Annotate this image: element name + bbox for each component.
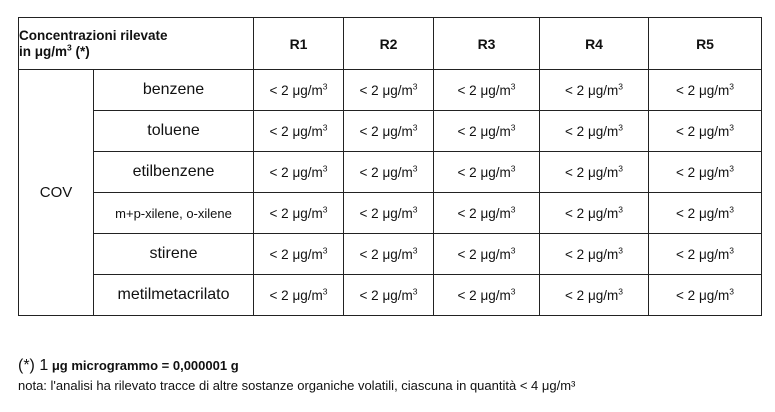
value-cell xyxy=(649,70,762,111)
value-unit-sup: 3 xyxy=(322,122,328,132)
value-cell xyxy=(540,70,649,111)
value-text: < 2 μg/m xyxy=(359,205,413,221)
value-text: < 2 μg/m xyxy=(269,164,323,180)
notes xyxy=(18,357,575,393)
footnote-mark: (*) 1 xyxy=(18,357,49,374)
footnote-text: μg microgrammo = 0,000001 g xyxy=(48,358,239,373)
value-cell xyxy=(344,111,434,152)
substance-name: toluene xyxy=(94,111,254,152)
col-header-r4: R4 xyxy=(540,18,649,70)
value-text: < 2 μg/m xyxy=(565,164,619,180)
value-cell xyxy=(254,193,344,234)
value-cell xyxy=(344,152,434,193)
value-text: < 2 μg/m xyxy=(676,287,730,303)
value-unit-sup: 3 xyxy=(618,245,623,255)
value-text: < 2 μg/m xyxy=(359,82,413,98)
value-text: < 2 μg/m xyxy=(359,287,413,303)
col-header-r5: R5 xyxy=(649,18,762,70)
value-unit-sup: 3 xyxy=(322,245,328,255)
value-text: < 2 μg/m xyxy=(676,123,730,139)
value-cell xyxy=(649,193,762,234)
value-text: < 2 μg/m xyxy=(269,205,323,221)
value-unit-sup: 3 xyxy=(729,122,734,132)
value-unit-sup: 3 xyxy=(729,81,734,91)
col-header-r1: R1 xyxy=(254,18,344,70)
value-unit-sup: 3 xyxy=(412,245,418,255)
value-unit-sup: 3 xyxy=(618,204,623,214)
footnote xyxy=(18,357,575,375)
header-sup: 3 xyxy=(67,42,72,52)
value-cell xyxy=(254,234,344,275)
value-unit-sup: 3 xyxy=(412,204,418,214)
value-unit-sup: 3 xyxy=(412,81,418,91)
value-text: < 2 μg/m xyxy=(457,246,511,262)
value-unit-sup: 3 xyxy=(510,245,516,255)
table-row xyxy=(19,70,762,111)
value-text: < 2 μg/m xyxy=(565,123,619,139)
value-unit-sup: 3 xyxy=(618,163,623,173)
header-line1: Concentrazioni rilevate xyxy=(19,27,168,43)
table-row xyxy=(19,111,762,152)
value-cell xyxy=(649,234,762,275)
value-cell xyxy=(434,193,540,234)
value-cell xyxy=(434,70,540,111)
substance-name: benzene xyxy=(94,70,254,111)
value-text: < 2 μg/m xyxy=(457,205,511,221)
value-unit-sup: 3 xyxy=(412,286,418,296)
value-unit-sup: 3 xyxy=(729,163,734,173)
value-cell xyxy=(344,193,434,234)
header-suffix: (*) xyxy=(71,43,90,59)
value-cell xyxy=(540,111,649,152)
col-header-r3: R3 xyxy=(434,18,540,70)
value-unit-sup: 3 xyxy=(322,163,328,173)
value-cell xyxy=(649,275,762,316)
value-cell xyxy=(540,234,649,275)
table-header-row xyxy=(19,18,762,70)
value-cell xyxy=(540,152,649,193)
value-text: < 2 μg/m xyxy=(565,205,619,221)
header-line2: in μg/m xyxy=(19,43,68,59)
value-text: < 2 μg/m xyxy=(269,82,323,98)
value-unit-sup: 3 xyxy=(510,286,516,296)
value-text: < 2 μg/m xyxy=(457,164,511,180)
value-text: < 2 μg/m xyxy=(359,164,413,180)
value-text: < 2 μg/m xyxy=(457,123,511,139)
substance-name: m+p-xilene, o-xilene xyxy=(94,193,254,234)
table-row xyxy=(19,234,762,275)
value-text: < 2 μg/m xyxy=(359,246,413,262)
value-cell xyxy=(254,275,344,316)
value-unit-sup: 3 xyxy=(618,286,623,296)
value-unit-sup: 3 xyxy=(618,122,623,132)
value-text: < 2 μg/m xyxy=(676,246,730,262)
value-text: < 2 μg/m xyxy=(565,82,619,98)
value-text: < 2 μg/m xyxy=(269,123,323,139)
value-text: < 2 μg/m xyxy=(676,164,730,180)
substance-name: etilbenzene xyxy=(94,152,254,193)
substance-name: stirene xyxy=(94,234,254,275)
header-concentrations xyxy=(19,18,254,70)
value-text: < 2 μg/m xyxy=(359,123,413,139)
value-cell xyxy=(344,234,434,275)
value-text: < 2 μg/m xyxy=(676,205,730,221)
value-unit-sup: 3 xyxy=(618,81,623,91)
value-cell xyxy=(434,152,540,193)
table-row xyxy=(19,193,762,234)
value-cell xyxy=(254,152,344,193)
value-unit-sup: 3 xyxy=(412,122,418,132)
value-unit-sup: 3 xyxy=(510,122,516,132)
value-unit-sup: 3 xyxy=(729,204,734,214)
value-cell xyxy=(344,70,434,111)
value-unit-sup: 3 xyxy=(510,204,516,214)
value-unit-sup: 3 xyxy=(510,81,516,91)
value-unit-sup: 3 xyxy=(322,204,328,214)
value-text: < 2 μg/m xyxy=(269,287,323,303)
concentrations-table xyxy=(18,17,762,316)
table-row xyxy=(19,275,762,316)
value-cell xyxy=(434,234,540,275)
value-unit-sup: 3 xyxy=(412,163,418,173)
value-text: < 2 μg/m xyxy=(457,82,511,98)
value-cell xyxy=(649,152,762,193)
value-unit-sup: 3 xyxy=(322,81,328,91)
value-text: < 2 μg/m xyxy=(565,287,619,303)
value-unit-sup: 3 xyxy=(322,286,328,296)
value-cell xyxy=(434,275,540,316)
value-unit-sup: 3 xyxy=(729,286,734,296)
col-header-r2: R2 xyxy=(344,18,434,70)
value-text: < 2 μg/m xyxy=(565,246,619,262)
analysis-note: nota: l'analisi ha rilevato tracce di altre sostanze organiche volatili, ciascuna in quantità < 4 μg/m³ xyxy=(18,378,576,393)
value-text: < 2 μg/m xyxy=(676,82,730,98)
value-cell xyxy=(649,111,762,152)
value-cell xyxy=(254,70,344,111)
group-cov: COV xyxy=(19,70,94,316)
substance-name: metilmetacrilato xyxy=(94,275,254,316)
value-cell xyxy=(540,275,649,316)
value-cell xyxy=(254,111,344,152)
table-row xyxy=(19,152,762,193)
value-cell xyxy=(540,193,649,234)
value-unit-sup: 3 xyxy=(729,245,734,255)
value-text: < 2 μg/m xyxy=(269,246,323,262)
value-cell xyxy=(434,111,540,152)
value-unit-sup: 3 xyxy=(510,163,516,173)
value-cell xyxy=(344,275,434,316)
value-text: < 2 μg/m xyxy=(457,287,511,303)
